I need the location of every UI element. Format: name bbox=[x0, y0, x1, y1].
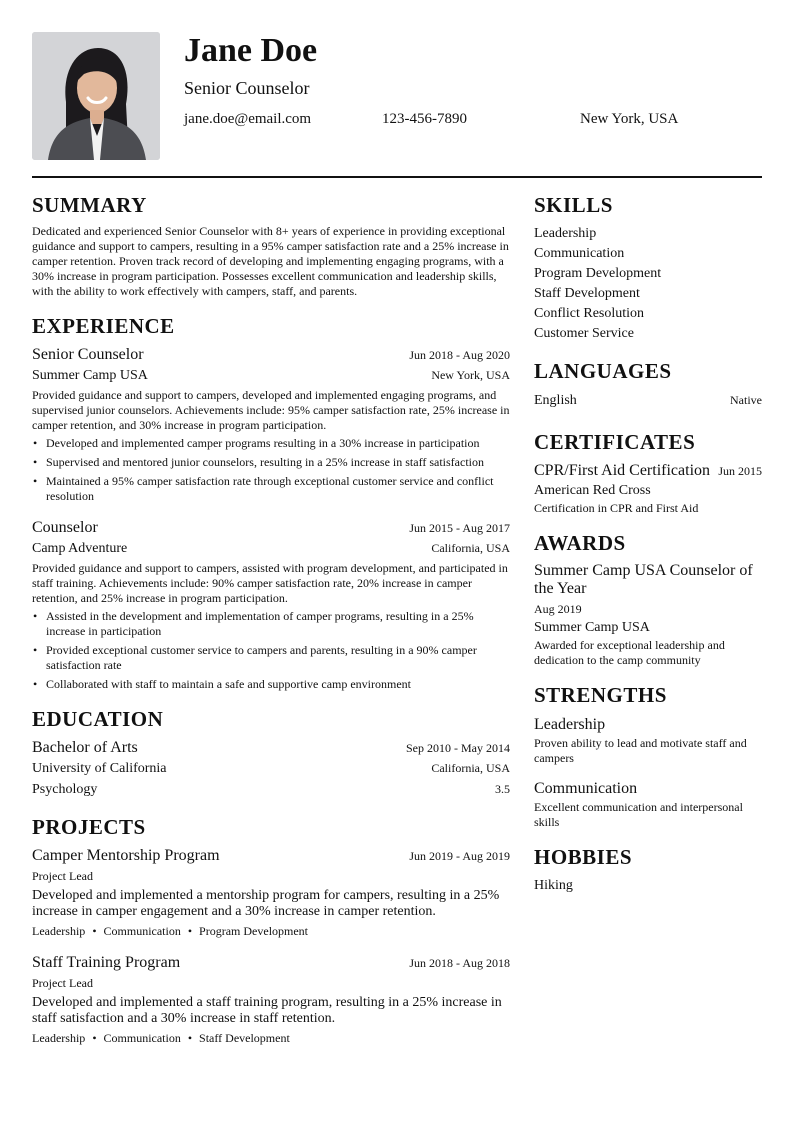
education-school: University of California bbox=[32, 761, 167, 776]
experience-item bbox=[32, 518, 510, 692]
certificate-name: CPR/First Aid Certification bbox=[534, 462, 711, 479]
project-role: Project Lead bbox=[32, 869, 93, 883]
skills-section bbox=[534, 192, 762, 344]
skill-item: Program Development bbox=[534, 266, 662, 281]
project-dates: Jun 2019 - Aug 2019 bbox=[409, 849, 510, 863]
awards-section bbox=[534, 530, 762, 668]
projects-section bbox=[32, 814, 510, 1046]
education-heading: EDUCATION bbox=[32, 707, 164, 731]
hobbies-section bbox=[534, 844, 762, 896]
project-tag: Program Development bbox=[199, 924, 309, 938]
education-location: California, USA bbox=[431, 761, 510, 775]
job-role: Senior Counselor bbox=[32, 346, 144, 363]
strength-description: Proven ability to lead and motivate staff and campers bbox=[534, 736, 747, 765]
skills-heading: SKILLS bbox=[534, 193, 613, 217]
languages-section bbox=[534, 358, 762, 411]
certificate-date: Jun 2015 bbox=[718, 464, 762, 478]
strengths-heading: STRENGTHS bbox=[534, 683, 667, 707]
skill-item: Customer Service bbox=[534, 326, 634, 341]
job-bullet: • Provided exceptional customer service to campers and parents, resulting in a 90% camper satisfaction rate bbox=[32, 643, 510, 673]
education-degree: Bachelor of Arts bbox=[32, 739, 138, 756]
strength-name: Communication bbox=[534, 780, 638, 797]
languages-heading: LANGUAGES bbox=[534, 359, 672, 383]
education-dates: Sep 2010 - May 2014 bbox=[406, 741, 510, 755]
header-divider bbox=[32, 176, 762, 178]
project-tag: Communication bbox=[103, 924, 181, 938]
job-location: New York, USA bbox=[431, 368, 510, 382]
strength-description: Excellent communication and interpersonal skills bbox=[534, 800, 743, 829]
award-date: Aug 2019 bbox=[534, 602, 582, 616]
summary-text: Dedicated and experienced Senior Counselor with 8+ years of experience in providing exceptional guidance and support to campers, resulting in a 95% camper satisfaction rate and a 25% increase in camper retention. Proven track record of developing and implementing engaging programs, with a 30% increase in program participation. Possesses excellent communication and leadership skills, with the ability to work effectively with campers, staff, and parents. bbox=[32, 224, 509, 298]
job-role: Counselor bbox=[32, 519, 98, 536]
experience-heading: EXPERIENCE bbox=[32, 314, 175, 338]
project-item bbox=[32, 846, 510, 939]
project-name: Camper Mentorship Program bbox=[32, 847, 220, 864]
main-column bbox=[32, 192, 510, 1060]
certificate-description: Certification in CPR and First Aid bbox=[534, 501, 699, 515]
language-level: Native bbox=[730, 393, 762, 407]
education-gpa: 3.5 bbox=[495, 782, 510, 796]
contact-email[interactable]: jane.doe@email.com bbox=[184, 111, 312, 127]
education-field: Psychology bbox=[32, 782, 98, 797]
project-tag: Leadership bbox=[32, 924, 86, 938]
project-description: Developed and implemented a staff training program, resulting in a 25% increase in staff satisfaction and a 30% increase in staff retention. bbox=[32, 995, 502, 1026]
skill-item: Conflict Resolution bbox=[534, 306, 645, 321]
job-dates: Jun 2015 - Aug 2017 bbox=[409, 521, 510, 535]
sidebar-column bbox=[534, 192, 762, 910]
job-description: Provided guidance and support to campers, assisted with program development, and participated in staff training. Achievements include: 90% camper satisfaction rate, 20% increase in camper retention, and 25% increase in program participation. bbox=[32, 561, 508, 605]
awards-heading: AWARDS bbox=[534, 531, 626, 555]
education-section bbox=[32, 706, 510, 800]
candidate-name: Jane Doe bbox=[184, 32, 318, 69]
project-tag: Communication bbox=[103, 1031, 181, 1045]
strengths-section bbox=[534, 682, 762, 830]
award-description: Awarded for exceptional leadership and dedication to the camp community bbox=[534, 638, 725, 667]
skill-item: Leadership bbox=[534, 226, 597, 241]
hobby-item: Hiking bbox=[534, 878, 573, 893]
job-company: Camp Adventure bbox=[32, 541, 128, 556]
project-name: Staff Training Program bbox=[32, 954, 181, 971]
skill-item: Staff Development bbox=[534, 286, 640, 301]
certificate-issuer: American Red Cross bbox=[534, 483, 651, 498]
job-company: Summer Camp USA bbox=[32, 368, 148, 383]
certificates-heading: CERTIFICATES bbox=[534, 430, 696, 454]
job-location: California, USA bbox=[431, 541, 510, 555]
job-bullets bbox=[32, 609, 510, 692]
strength-name: Leadership bbox=[534, 716, 606, 733]
projects-heading: PROJECTS bbox=[32, 815, 146, 839]
skill-item: Communication bbox=[534, 246, 625, 261]
project-role: Project Lead bbox=[32, 976, 93, 990]
contact-location: New York, USA bbox=[580, 111, 679, 127]
job-dates: Jun 2018 - Aug 2020 bbox=[409, 348, 510, 362]
project-dates: Jun 2018 - Aug 2018 bbox=[409, 956, 510, 970]
job-bullet: • Collaborated with staff to maintain a safe and supportive camp environment bbox=[32, 677, 510, 692]
language-name: English bbox=[534, 393, 577, 408]
certificates-section bbox=[534, 429, 762, 516]
summary-section bbox=[32, 192, 510, 299]
job-bullets bbox=[32, 436, 510, 504]
experience-item bbox=[32, 345, 510, 504]
project-tags: Leadership • Communication • Staff Development bbox=[32, 1031, 290, 1045]
award-name: Summer Camp USA Counselor of the Year bbox=[534, 562, 753, 597]
project-description: Developed and implemented a mentorship program for campers, resulting in a 25% increase in camper engagement and a 30% increase in camper retention. bbox=[32, 888, 500, 919]
job-bullet: • Assisted in the development and implementation of camper programs, resulting in a 25% increase in participation bbox=[32, 609, 510, 639]
profile-photo bbox=[32, 32, 160, 160]
hobbies-heading: HOBBIES bbox=[534, 845, 633, 869]
job-description: Provided guidance and support to campers, developed and implemented engaging programs, and supervised junior counselors. Achievements include: 95% camper satisfaction rate, 25% increase in camper retention, and 30% increase in program participation. bbox=[32, 388, 510, 432]
resume-header bbox=[32, 32, 762, 162]
job-bullet: • Supervised and mentored junior counselors, resulting in a 25% increase in staff satisfaction bbox=[32, 455, 510, 470]
award-issuer: Summer Camp USA bbox=[534, 620, 650, 635]
project-tags: Leadership • Communication • Program Development bbox=[32, 924, 309, 938]
experience-section bbox=[32, 313, 510, 692]
project-tag: Staff Development bbox=[199, 1031, 290, 1045]
job-bullet: • Developed and implemented camper programs resulting in a 30% increase in participation bbox=[32, 436, 510, 451]
project-tag: Leadership bbox=[32, 1031, 86, 1045]
candidate-title: Senior Counselor bbox=[184, 78, 310, 98]
contact-phone[interactable]: 123-456-7890 bbox=[382, 111, 467, 127]
summary-heading: SUMMARY bbox=[32, 193, 147, 217]
person-avatar-icon bbox=[32, 32, 160, 160]
project-item bbox=[32, 953, 510, 1046]
job-bullet: • Maintained a 95% camper satisfaction rate through exceptional customer service and conflict resolution bbox=[32, 474, 510, 504]
